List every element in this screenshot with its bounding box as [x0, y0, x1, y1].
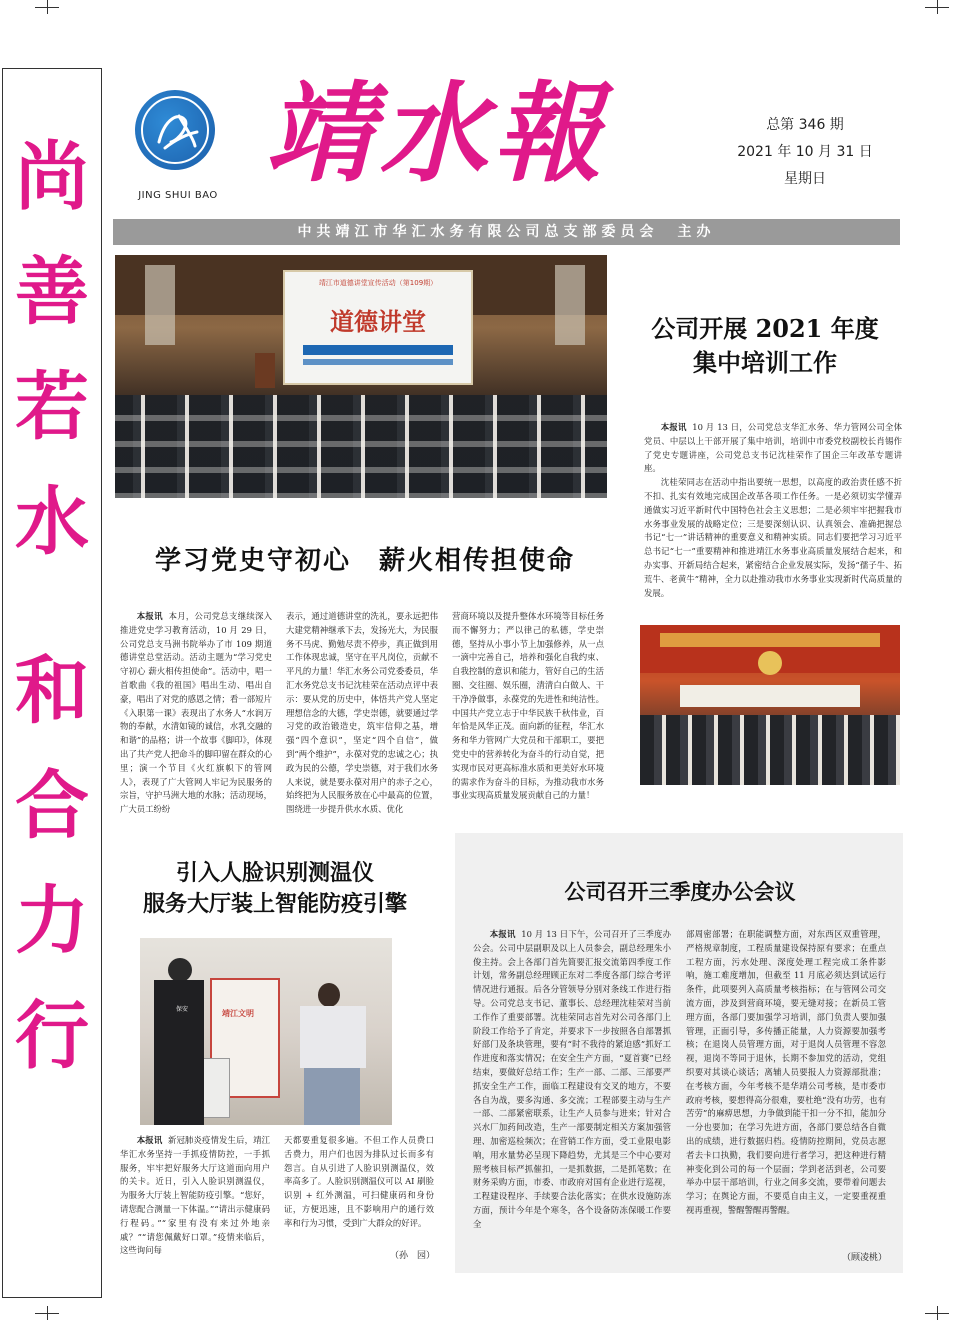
banner-main-text: 道德讲堂	[330, 307, 426, 336]
slogan-char: 尚	[15, 134, 89, 220]
paragraph: 沈桂荣同志在活动中指出要统一思想，以高度的政治责任感不折不扣、扎实有效地完成国企改革各项工作任务。一是必须切实学懂弄通做实习近平新时代中国特色社会主义思想；二是必须牢牢把握我市水务事业发展的战略定位；三是要深刻认识、认真领会、准确把握总书记“七一”讲话精神的重要意义和精神实质。同志们要把学习习近平总书记“七一”重要精神和推进靖江水务事业高质量发展结合起来，和办实事、开新局结合起来，紧密结合企业发展实际，发扬“孺子牛、拓荒牛、老黄牛”精神，全力以赴推动我市水务事业实现新时代高质量的发展。	[644, 477, 902, 598]
banner-top-text: 靖江市道德讲堂宣传活动（第109期）	[318, 279, 438, 287]
paragraph: 本月，公司党总支继续深入推进党史学习教育活动，10 月 29 日，公司党总支马洲书院举办了市 109 期道德讲堂总堂活动。活动主题为“学习党史守初心 薪火相传担使命”。活动中，唱一首歌曲《我的祖国》唱出生动、唱出自豪，唱出了对党的感恩之情；看一部短片《入职第一课》表现出了水务人“水润万物的奉献，水清如镜的诚信，水乳交融的和谐”的品格；讲一个故事《脚印》，体现出了共产党人把命斗的脚印留在群众的心里；演一个节目《火红旗帜下的管网人》，表现了广大管网人牢记为民服务的宗旨，守护马洲大地的水脉；活动现场，广大员工纷纷	[120, 611, 272, 815]
article-column	[284, 1134, 434, 1244]
headline-line: 服务大厅装上智能防疫引擎	[142, 891, 407, 917]
paragraph: 部周密部署；在职能调整方面，对东西区双重管理，严格规章制度，工程质量建设保持原有要求；在重点工程方面，污水处理、深度处理工程完成工条件影响，施工难度增加，但截至 11 月底必须达到试运行条件，此项要列入高质量考核指标；在与管网公司交流方面，涉及到营商环境，要无缝对接；在新员工管理方面，各部门要加强学习培训，部门负责人要加强管理，正面引导，多传播正能量，人力资源要加强考核；在退岗人员管理方面，对于退岗人员管理不容忽视，退岗不等同于退休，长期不参加党的活动，党组织要对其谈心谈话；离辅人员要报人力资源部批准；在考核方面，今年考核不是华靖公司考核，是市委市政府考核，要想得高分很难，要杜绝“没有功劳，也有苦劳”的麻痹思想，力争做到能干扣一分不扣，能加分一分也要加；在学习先进方面，各部门要总结各自微出的成绩，进行数据归档。疫情防控期间，党员志愿者去卡口执勤，我们要向进行者学习，把这种进行精神变化到公司的每一个层面；学到老活到老，公司要举办中层干部培训，行业之间多交流，要带着问题去学习；在舆论方面，不要觅自由主义，一定要重视重视再重视，警醒警醒再警醒。	[686, 929, 886, 1215]
article-headline: 公司召开三季度办公会议	[564, 879, 796, 904]
logo-emblem-icon	[135, 90, 215, 170]
news-tag: 本报讯	[489, 929, 516, 939]
crop-mark	[35, 1313, 59, 1314]
news-tag: 本报讯	[136, 611, 163, 621]
issue-info	[720, 112, 890, 193]
article-headline: 学习党史守初心 薪火相传担使命	[154, 546, 575, 576]
slogan-char: 和	[15, 648, 89, 734]
face-recognition-photo	[140, 938, 392, 1125]
slogan-char: 力	[15, 878, 89, 964]
slogan-char: 水	[15, 479, 89, 565]
article-headline	[630, 312, 900, 380]
issue-weekday: 星期日	[784, 171, 826, 187]
byline: （顾凌桃）	[842, 1253, 888, 1263]
crop-mark	[35, 7, 59, 8]
paragraph: 10 月 13 日，公司党总支华汇水务、华力管网公司全体党员、中层以上干部开展了集中培训，培训中市委党校副校长肖锡作了党史专题讲座，公司党总支书记沈桂荣作了国企三年改革专题讲座。	[644, 422, 902, 474]
stage-banner	[283, 270, 473, 385]
paragraph: 天都要重复很多遍。不但工作人员费口舌费力，用户们也因为排队过长而多有怨言。自从引进了人脸识别测温仪，效率高多了。人脸识别测温仪可以 AI 刷脸识别 + 红外测温，可扫健康码和身份证，方便迅速，且不影响用户的通行效率和行为习惯，受到广大群众的好评。	[284, 1135, 434, 1228]
guard-badge: 保安	[176, 1006, 189, 1013]
issue-number: 总第 346 期	[766, 117, 844, 133]
crop-mark	[925, 1313, 949, 1314]
article-column	[120, 1134, 270, 1264]
byline: （孙 园）	[390, 1251, 436, 1261]
party-emblem-icon	[758, 651, 782, 675]
newspaper-title: 靖水報	[265, 71, 608, 197]
article-column	[286, 610, 438, 830]
paragraph: 表示，通过道德讲堂的洗礼，要永远把伟大建党精神继承下去，发扬光大，为民服务不马虎、勤勉尽责不停步，真正做到用工作体现忠诚，坚守在平凡岗位，贡献不平凡的力量！华汇水务公司党委委员，华汇水务党总支书记沈桂荣在活动点评中表示：要从党的历史中，体悟共产党人坚定理想信念的大德，学史崇德，就要通过学习党的政治锻造史，筑牢信仰之基，增强“四个意识”，坚定“四个自信”，做到“两个维护”，永葆对党的忠诚之心；执政为民的公德，学史崇德，对于我们水务人来说，就是要永葆对用户的赤子之心，始终把为人民服务放在心中最高的位置，围绕进一步提升供水水质、优化	[286, 611, 438, 815]
sponsor-bar: 中共靖江市华汇水务有限公司总支部委员会 主办	[113, 219, 900, 245]
article-column	[120, 610, 272, 830]
article-headline	[115, 858, 435, 920]
slogan-char: 行	[15, 993, 89, 1079]
crop-mark	[925, 7, 949, 8]
headline-line: 公司开展 2021 年度	[651, 314, 879, 343]
article-column	[686, 928, 886, 1250]
wall-sign: 靖江文明	[222, 1008, 254, 1018]
paragraph: 新冠肺炎疫情发生后，靖江华汇水务坚持一手抓疫情防控，一手抓服务，牢牢把好服务大厅这道面向用户的关卡。近日，引入人脸识别测温仪，为服务大厅装上智能防疫引擎。“您好，请您配合测量一下体温。”“请出示健康码行程码。”“家里有没有来过外地亲戚？”“请您佩戴好口罩。”疫情来临后，这些询问每	[120, 1135, 270, 1256]
news-tag: 本报讯	[660, 422, 687, 432]
news-tag: 本报讯	[136, 1135, 163, 1145]
slogan	[2, 134, 102, 1079]
article-column	[473, 928, 671, 1258]
issue-date: 2021 年 10 月 31 日	[737, 144, 873, 160]
slogan-char: 若	[15, 364, 89, 450]
logo-caption: JING SHUI BAO	[138, 190, 218, 201]
article-body	[644, 421, 902, 601]
slogan-char: 合	[15, 763, 89, 849]
headline-line: 集中培训工作	[693, 348, 837, 377]
slogan-char: 善	[15, 249, 89, 335]
paragraph: 10 月 13 日下午，公司召开了三季度办公会。公司中层副职及以上人员参会，副总经理朱小俊主持。会上各部门首先简要汇报交流第四季度工作计划，常务副总经理顾正东对二季度各部门综合考评情况进行通报。后各分管领导分别对条线工作进行指导。公司党总支书记、董事长、总经理沈桂荣对当前工作作了重要部署。沈桂荣同志首先对公司各部门上阶段工作给予了肯定，并要求下一步按照各自部署抓好部门及条块管理，要有“时不我待的紧迫感”抓好工作进度和落实情况；在安全生产方面，“夏首赛”已经结束，要做好总结工作；生产一部、二部、三部要严抓安全生产工作，面临工程建设有交叉的地方，不要各自为战，要多沟通、多交流；工程部要主动与生产一部、二部紧密联系，让生产人员参与进来；针对合兴水厂加药间改造，生产一部要制定相关方案加强管理、加密巡检频次；在营销工作方面，受工业限电影响，用水量势必呈现下降趋势，尤其是三个中心要对照考核目标严抓催扣，一是抓数据，二是抓笔数；在财务采购方面，市委、市政府对国有企业进行巡视，工程建设程序、手续要合法化落实；在供水设施防冻方面，预计今年是个寒冬，各个设备防冻保暖工作要全	[473, 929, 671, 1229]
headline-line: 引入人脸识别测温仪	[175, 860, 374, 886]
article-column	[452, 610, 604, 830]
paragraph: 营商环境以及提升整体水环境等目标任务而不懈努力；严以律己的私德，学史崇德，坚持从小事小节上加强修养，从一点一滴中完善自己，培养和强化自我约束、自我控制的意识和能力，管好自己的生活圈、交往圈、娱乐圈，清清白白做人、干干净净做事，永葆党的先进性和纯洁性。中国共产党立志于中华民族千秋伟业，百年恰是风华正茂。面向新的征程，华汇水务和华力管网广大党员和干部职工，要把党史中的营养转化为奋斗的行动自觉，把实现市民对更高标准水质和更美好水环境的需求作为奋斗的目标，为推动我市水务事业实现高质量发展贡献自己的力量！	[452, 611, 604, 801]
newspaper-logo	[135, 90, 215, 170]
lecture-hall-photo	[115, 255, 607, 498]
training-meeting-photo	[640, 625, 900, 785]
